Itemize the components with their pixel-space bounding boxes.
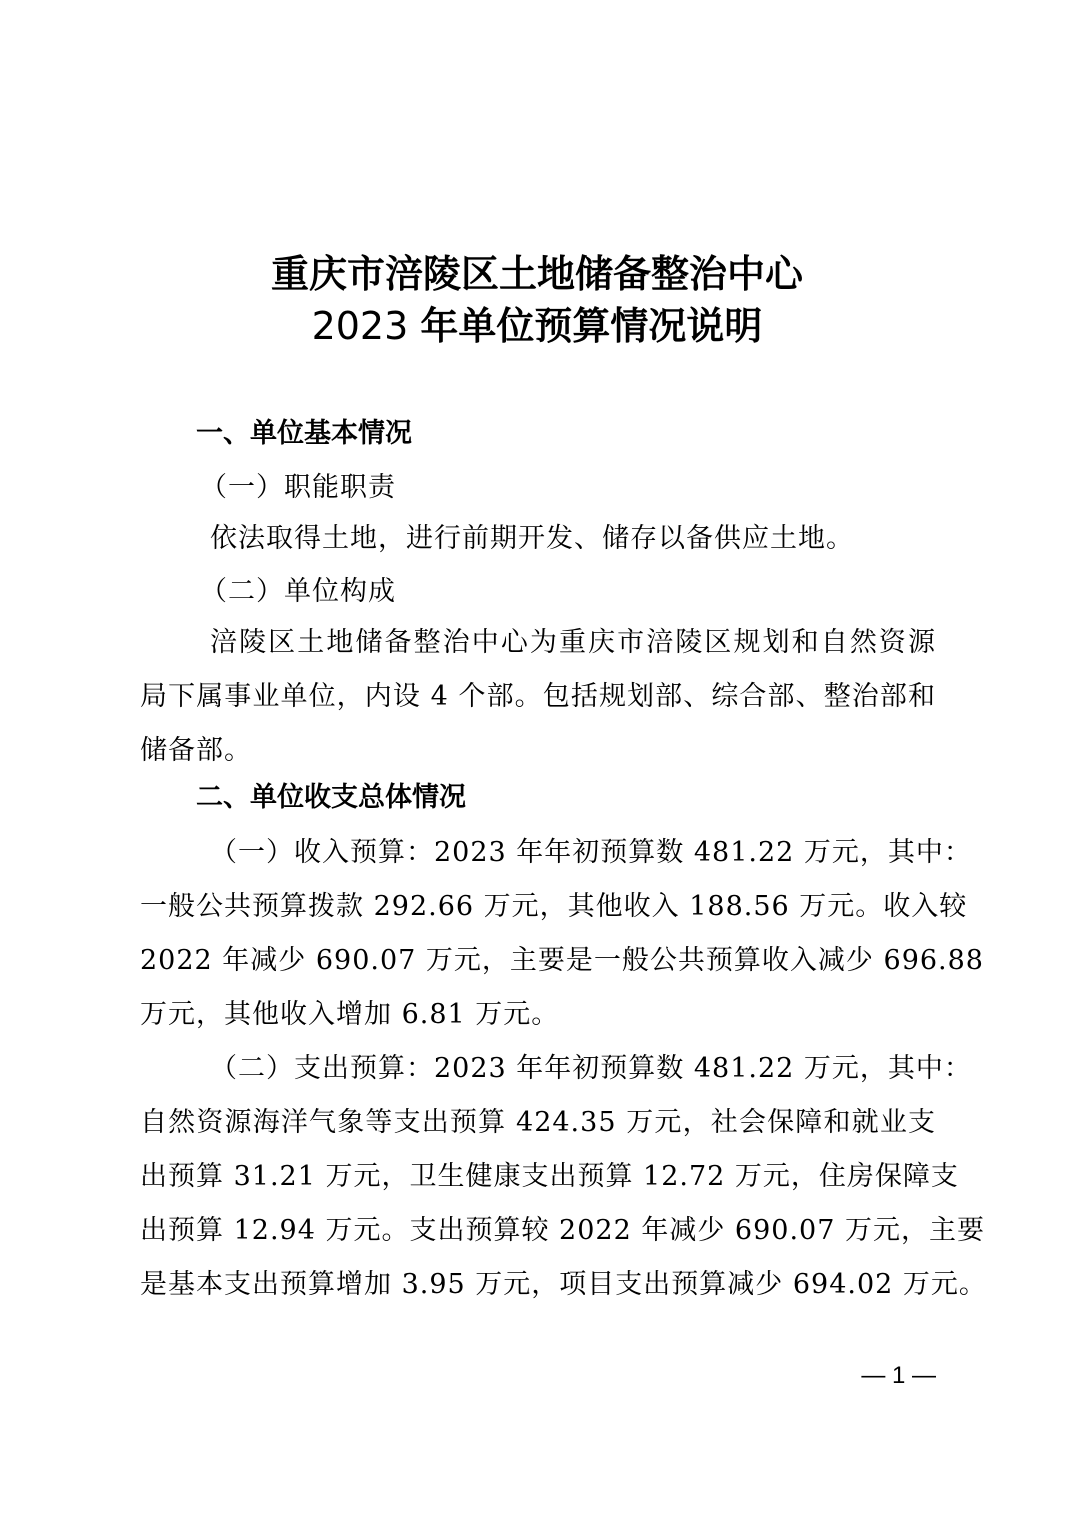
paragraph-line: 出预算 12.94 万元。支出预算较 2022 年减少 690.07 万元，主要: [140, 1215, 985, 1246]
section-1-sub-1-text: [210, 512, 936, 566]
paragraph-line: 出预算 31.21 万元，卫生健康支出预算 12.72 万元，住房保障支: [140, 1161, 959, 1192]
section-1-sub-2-paragraph: [140, 616, 936, 778]
paragraph-line: 涪陵区土地储备整治中心为重庆市涪陵区规划和自然资源: [210, 627, 936, 658]
paragraph-line: 2022 年减少 690.07 万元，主要是一般公共预算收入减少 696.88: [140, 945, 984, 976]
page-number: — 1 —: [861, 1362, 936, 1389]
paragraph-line: 依法取得土地，进行前期开发、储存以备供应土地。: [210, 523, 854, 554]
paragraph-line: 万元，其他收入增加 6.81 万元。: [140, 999, 560, 1030]
title-year: 2023: [311, 304, 409, 348]
paragraph-line: （二）支出预算：2023 年年初预算数 481.22 万元，其中：: [210, 1053, 972, 1084]
income-budget-paragraph: [140, 826, 984, 1042]
paragraph-line: （一）收入预算：2023 年年初预算数 481.22 万元，其中：: [210, 837, 972, 868]
section-2-heading: 二、单位收支总体情况: [196, 782, 466, 813]
paragraph-line: 一般公共预算拨款 292.66 万元，其他收入 188.56 万元。收入较: [140, 891, 968, 922]
section-1-sub-2-heading: （二）单位构成: [200, 576, 396, 607]
paragraph-line: 局下属事业单位，内设 4 个部。包括规划部、综合部、整治部和: [140, 681, 936, 712]
document-title-line-2: [0, 298, 1074, 354]
expense-budget-paragraph: [140, 1042, 987, 1312]
paragraph-line: 储备部。: [140, 735, 252, 766]
paragraph-line: 自然资源海洋气象等支出预算 424.35 万元，社会保障和就业支: [140, 1107, 936, 1138]
document-title-line-1: 重庆市涪陵区土地储备整治中心: [270, 252, 803, 296]
paragraph-line: 是基本支出预算增加 3.95 万元，项目支出预算减少 694.02 万元。: [140, 1269, 987, 1300]
section-1-heading: 一、单位基本情况: [196, 418, 412, 449]
section-1-sub-1-heading: （一）职能职责: [200, 472, 396, 503]
title-rest: 年单位预算情况说明: [420, 304, 763, 348]
